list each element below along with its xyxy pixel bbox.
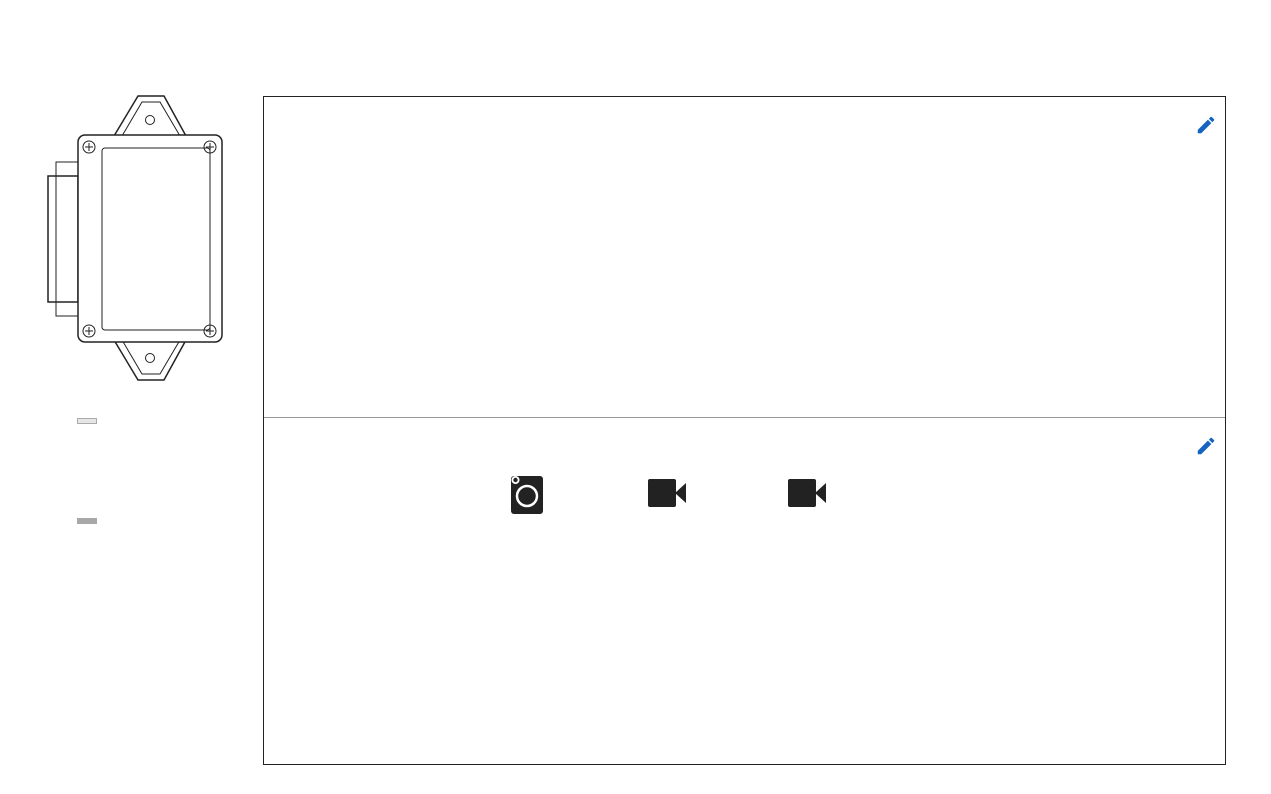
video-camera-icon [648,479,686,507]
pencil-icon [1198,438,1215,455]
connector-block [48,176,78,302]
reserved-swatch [77,418,97,424]
edit-signal-inputs-button[interactable] [1195,114,1217,136]
edit-camera-activations-button[interactable] [1195,435,1217,457]
video-camera-icon [788,479,826,507]
body-camera-icon [510,475,544,515]
camera-column-front [617,477,717,527]
signal-unit-diagram [42,92,232,392]
signal-unit-panel [263,96,1226,765]
device-body [78,135,222,342]
camera-column-body-worn [477,475,577,527]
camera-column-back [757,477,857,527]
available-swatch [77,518,97,524]
pencil-icon [1198,117,1215,134]
section-divider [264,417,1225,418]
